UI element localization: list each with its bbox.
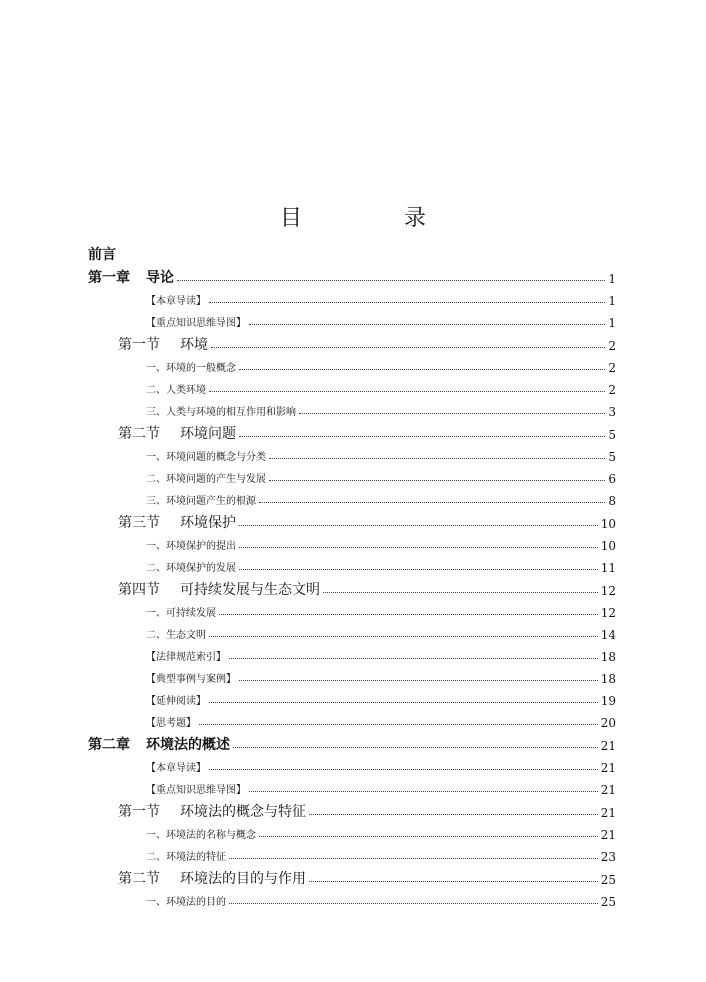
toc-entry-label bbox=[146, 831, 256, 841]
toc-entry-text: 环境 bbox=[180, 337, 208, 353]
toc-entry-label bbox=[146, 297, 206, 307]
toc-entry-label bbox=[146, 542, 236, 552]
toc-page-number: 25 bbox=[600, 895, 616, 909]
dot-leader bbox=[209, 391, 605, 392]
toc-page-number: 10 bbox=[600, 517, 616, 531]
toc-entry-text: 【重点知识思维导图】 bbox=[146, 785, 246, 796]
toc-entry-sec[interactable] bbox=[88, 574, 616, 597]
toc-page-number: 21 bbox=[600, 739, 616, 753]
toc-entry-sub[interactable] bbox=[88, 374, 616, 396]
toc-entry-label bbox=[146, 609, 216, 619]
toc-entry-sub[interactable] bbox=[88, 663, 616, 685]
toc-entry-text: 三、人类与环境的相互作用和影响 bbox=[146, 407, 296, 418]
toc-entry-text: 【本章导读】 bbox=[146, 296, 206, 307]
toc-entry-sub[interactable] bbox=[88, 619, 616, 641]
toc-page-number: 21 bbox=[600, 783, 616, 797]
toc-entry-pre[interactable] bbox=[88, 240, 616, 262]
dot-leader bbox=[199, 724, 598, 725]
toc-entry-text: 环境问题 bbox=[180, 426, 236, 442]
dot-leader bbox=[209, 769, 598, 770]
table-of-contents bbox=[88, 240, 616, 908]
toc-entry-label bbox=[146, 697, 206, 707]
dot-leader bbox=[229, 903, 598, 904]
toc-entry-prefix: 第一节 bbox=[118, 804, 160, 820]
toc-entry-label bbox=[146, 786, 246, 796]
toc-entry-text: 一、环境法的名称与概念 bbox=[146, 830, 256, 841]
toc-page-number: 1 bbox=[608, 272, 616, 286]
toc-entry-sec[interactable] bbox=[88, 329, 616, 352]
toc-entry-label bbox=[118, 805, 306, 819]
dot-leader bbox=[219, 614, 598, 615]
toc-entry-text: 【本章导读】 bbox=[146, 763, 206, 774]
toc-entry-sub[interactable] bbox=[88, 707, 616, 729]
toc-entry-label bbox=[146, 386, 206, 396]
toc-page-number: 18 bbox=[600, 650, 616, 664]
dot-leader bbox=[177, 280, 605, 281]
toc-entry-text: 【延伸阅读】 bbox=[146, 696, 206, 707]
dot-leader bbox=[239, 369, 605, 370]
toc-entry-sub[interactable] bbox=[88, 463, 616, 485]
toc-entry-label bbox=[118, 427, 236, 441]
toc-entry-sub[interactable] bbox=[88, 485, 616, 507]
dot-leader bbox=[239, 680, 598, 681]
toc-entry-label bbox=[118, 338, 208, 352]
dot-leader bbox=[209, 302, 605, 303]
toc-entry-prefix: 第一章 bbox=[88, 270, 130, 286]
toc-entry-text: 一、环境法的目的 bbox=[146, 897, 226, 908]
toc-entry-label bbox=[118, 516, 236, 530]
toc-page-number: 2 bbox=[608, 383, 616, 397]
toc-entry-label bbox=[146, 453, 266, 463]
toc-page-number: 2 bbox=[608, 361, 616, 375]
toc-entry-label bbox=[88, 271, 174, 285]
toc-entry-label bbox=[146, 764, 206, 774]
dot-leader bbox=[209, 702, 598, 703]
toc-page-number: 21 bbox=[600, 806, 616, 820]
dot-leader bbox=[249, 324, 605, 325]
dot-leader bbox=[259, 836, 598, 837]
toc-entry-label bbox=[88, 738, 230, 752]
toc-entry-text: 二、环境保护的发展 bbox=[146, 563, 236, 574]
toc-entry-label bbox=[146, 853, 226, 863]
dot-leader bbox=[239, 436, 605, 437]
toc-entry-sub[interactable] bbox=[88, 552, 616, 574]
dot-leader bbox=[233, 747, 598, 748]
toc-page-number: 10 bbox=[600, 539, 616, 553]
dot-leader bbox=[249, 791, 598, 792]
toc-entry-label bbox=[146, 719, 196, 729]
toc-page-number: 21 bbox=[600, 761, 616, 775]
page-title: 目 录 bbox=[279, 205, 466, 231]
dot-leader bbox=[211, 347, 605, 348]
toc-entry-label bbox=[146, 631, 206, 641]
toc-page-number: 23 bbox=[600, 850, 616, 864]
toc-entry-prefix: 第四节 bbox=[118, 582, 160, 598]
toc-entry-text: 二、人类环境 bbox=[146, 385, 206, 396]
toc-entry-prefix: 第二节 bbox=[118, 871, 160, 887]
dot-leader bbox=[229, 658, 598, 659]
toc-entry-sub[interactable] bbox=[88, 641, 616, 663]
toc-entry-text: 【法律规范索引】 bbox=[146, 652, 226, 663]
toc-entry-text: 二、环境法的特征 bbox=[146, 852, 226, 863]
toc-page-number: 12 bbox=[600, 584, 616, 598]
dot-leader bbox=[323, 592, 598, 593]
toc-entry-sub[interactable] bbox=[88, 841, 616, 863]
toc-page-number: 25 bbox=[600, 873, 616, 887]
toc-entry-sub[interactable] bbox=[88, 285, 616, 307]
toc-entry-sub[interactable] bbox=[88, 774, 616, 796]
toc-page-number: 1 bbox=[608, 316, 616, 330]
toc-entry-text: 一、环境问题的概念与分类 bbox=[146, 452, 266, 463]
dot-leader bbox=[299, 413, 605, 414]
dot-leader bbox=[309, 881, 598, 882]
toc-entry-prefix: 第二节 bbox=[118, 426, 160, 442]
toc-entry-sec[interactable] bbox=[88, 507, 616, 530]
toc-entry-text: 可持续发展与生态文明 bbox=[180, 582, 320, 598]
toc-entry-text: 前言 bbox=[88, 247, 116, 263]
toc-page-number: 1 bbox=[608, 294, 616, 308]
toc-entry-text: 三、环境问题产生的根源 bbox=[146, 496, 256, 507]
toc-entry-label bbox=[118, 583, 320, 597]
toc-page-number: 20 bbox=[600, 716, 616, 730]
toc-page-number: 3 bbox=[608, 405, 616, 419]
toc-entry-sub[interactable] bbox=[88, 597, 616, 619]
toc-entry-label bbox=[88, 248, 116, 262]
toc-entry-text: 【典型事例与案例】 bbox=[146, 674, 236, 685]
toc-page-number: 18 bbox=[600, 672, 616, 686]
toc-entry-prefix: 第一节 bbox=[118, 337, 160, 353]
toc-entry-text: 二、生态文明 bbox=[146, 630, 206, 641]
toc-page-number: 21 bbox=[600, 828, 616, 842]
toc-entry-sub[interactable] bbox=[88, 685, 616, 707]
toc-entry-sub[interactable] bbox=[88, 307, 616, 329]
dot-leader bbox=[229, 858, 598, 859]
toc-entry-label bbox=[146, 497, 256, 507]
toc-entry-text: 环境法的概念与特征 bbox=[180, 804, 306, 820]
dot-leader bbox=[239, 525, 598, 526]
toc-entry-sub[interactable] bbox=[88, 819, 616, 841]
toc-entry-label bbox=[146, 898, 226, 908]
toc-entry-label bbox=[146, 475, 266, 485]
toc-entry-text: 环境法的概述 bbox=[146, 737, 230, 753]
toc-entry-text: 导论 bbox=[146, 270, 174, 286]
toc-entry-sec[interactable] bbox=[88, 796, 616, 819]
toc-entry-text: 【重点知识思维导图】 bbox=[146, 318, 246, 329]
toc-entry-prefix: 第三节 bbox=[118, 515, 160, 531]
toc-entry-sec[interactable] bbox=[88, 418, 616, 441]
toc-entry-sub[interactable] bbox=[88, 530, 616, 552]
dot-leader bbox=[239, 569, 598, 570]
toc-page-number: 11 bbox=[600, 561, 616, 575]
toc-page-number: 12 bbox=[600, 606, 616, 620]
toc-entry-text: 一、环境的一般概念 bbox=[146, 363, 236, 374]
dot-leader bbox=[269, 458, 605, 459]
toc-entry-ch[interactable] bbox=[88, 729, 616, 752]
toc-entry-text: 一、环境保护的提出 bbox=[146, 541, 236, 552]
dot-leader bbox=[259, 502, 605, 503]
toc-entry-sub[interactable] bbox=[88, 352, 616, 374]
toc-page-number: 19 bbox=[600, 694, 616, 708]
toc-page-number: 2 bbox=[608, 339, 616, 353]
toc-entry-text: 【思考题】 bbox=[146, 718, 196, 729]
toc-entry-label bbox=[146, 653, 226, 663]
dot-leader bbox=[239, 547, 598, 548]
toc-entry-label bbox=[146, 564, 236, 574]
toc-entry-sec[interactable] bbox=[88, 863, 616, 886]
toc-entry-text: 环境保护 bbox=[180, 515, 236, 531]
toc-entry-label bbox=[146, 675, 236, 685]
toc-entry-sub[interactable] bbox=[88, 886, 616, 908]
toc-page-number: 14 bbox=[600, 628, 616, 642]
toc-entry-label bbox=[118, 872, 306, 886]
dot-leader bbox=[269, 480, 605, 481]
dot-leader bbox=[209, 636, 598, 637]
toc-entry-text: 一、可持续发展 bbox=[146, 608, 216, 619]
toc-entry-text: 环境法的目的与作用 bbox=[180, 871, 306, 887]
toc-entry-label bbox=[146, 319, 246, 329]
toc-entry-sub[interactable] bbox=[88, 396, 616, 418]
dot-leader bbox=[309, 814, 598, 815]
toc-entry-text: 二、环境问题的产生与发展 bbox=[146, 474, 266, 485]
toc-page-number: 8 bbox=[608, 494, 616, 508]
toc-page-number: 5 bbox=[608, 450, 616, 464]
toc-entry-label bbox=[146, 364, 236, 374]
toc-entry-ch[interactable] bbox=[88, 262, 616, 285]
toc-page-number: 5 bbox=[608, 428, 616, 442]
toc-entry-label bbox=[146, 408, 296, 418]
toc-entry-sub[interactable] bbox=[88, 752, 616, 774]
toc-entry-prefix: 第二章 bbox=[88, 737, 130, 753]
toc-page-number: 6 bbox=[608, 472, 616, 486]
toc-entry-sub[interactable] bbox=[88, 441, 616, 463]
